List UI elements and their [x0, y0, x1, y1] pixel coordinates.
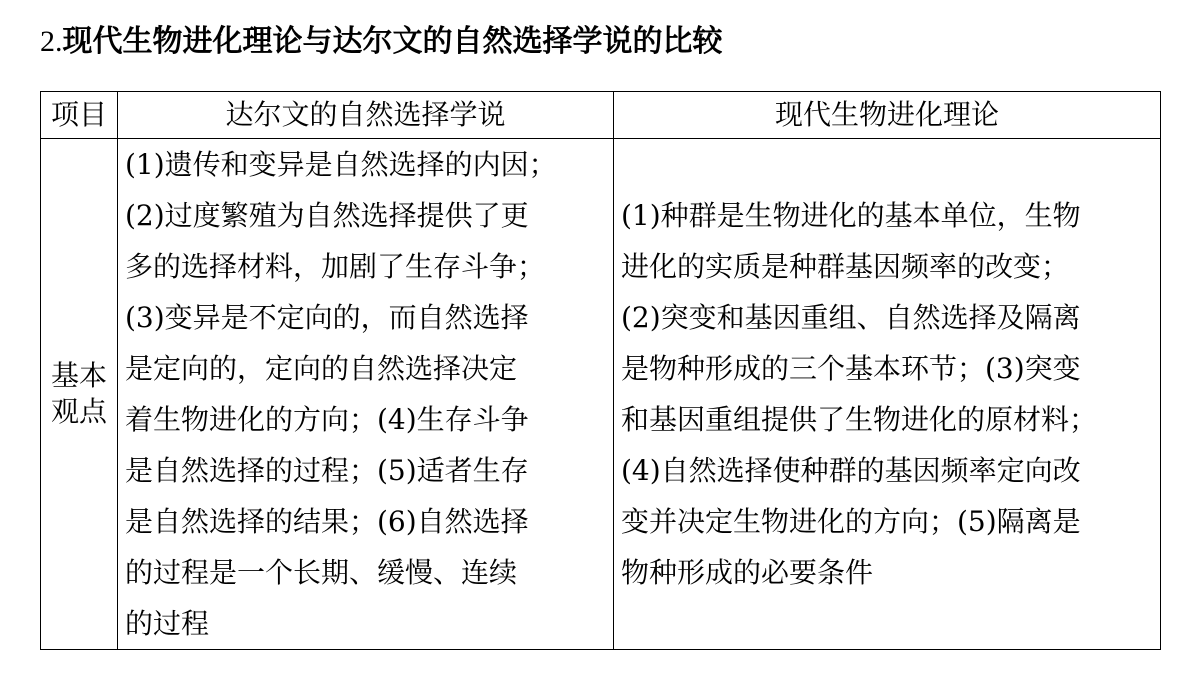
table-header-row: [41, 92, 1161, 139]
modern-text: [614, 190, 1160, 598]
text-line: 是自然选择的过程；(5)适者生存: [125, 454, 529, 487]
text-line: 的过程是一个长期、缓慢、连续: [125, 556, 518, 589]
text-line: (2)突变和基因重组、自然选择及隔离: [621, 301, 1081, 334]
comparison-table: [40, 91, 1161, 650]
text-line: 着生物进化的方向；(4)生存斗争: [125, 403, 529, 436]
darwin-cell: [118, 139, 614, 650]
heading-text: 现代生物进化理论与达尔文的自然选择学说的比较: [62, 24, 723, 59]
modern-cell: [614, 139, 1161, 650]
text-line: 是定向的，定向的自然选择决定: [125, 352, 518, 385]
text-line: (3)变异是不定向的，而自然选择: [125, 301, 529, 334]
text-line: 变并决定生物进化的方向；(5)隔离是: [621, 505, 1081, 538]
text-line: 是自然选择的结果；(6)自然选择: [125, 505, 529, 538]
text-line: 和基因重组提供了生物进化的原材料；: [621, 403, 1098, 436]
header-darwin: 达尔文的自然选择学说: [118, 92, 614, 139]
heading: [40, 22, 723, 62]
text-line: 的过程: [125, 607, 210, 640]
darwin-text: [118, 139, 613, 649]
row-label-line: 观点: [50, 395, 107, 428]
heading-number: 2.: [40, 25, 63, 58]
text-line: 是物种形成的三个基本环节；(3)突变: [621, 352, 1081, 385]
text-line: (2)过度繁殖为自然选择提供了更: [125, 199, 529, 232]
text-line: (1)种群是生物进化的基本单位，生物: [621, 199, 1081, 232]
text-line: (1)遗传和变异是自然选择的内因；: [125, 148, 557, 181]
text-line: 进化的实质是种群基因频率的改变；: [621, 250, 1070, 283]
header-modern: 现代生物进化理论: [614, 92, 1161, 139]
row-label-line: 基本: [50, 359, 107, 392]
text-line: 多的选择材料，加剧了生存斗争；: [125, 250, 546, 283]
text-line: (4)自然选择使种群的基因频率定向改: [621, 454, 1081, 487]
row-label: [41, 139, 118, 650]
table-row: [41, 139, 1161, 650]
text-line: 物种形成的必要条件: [621, 556, 874, 589]
header-item: 项目: [41, 92, 118, 139]
